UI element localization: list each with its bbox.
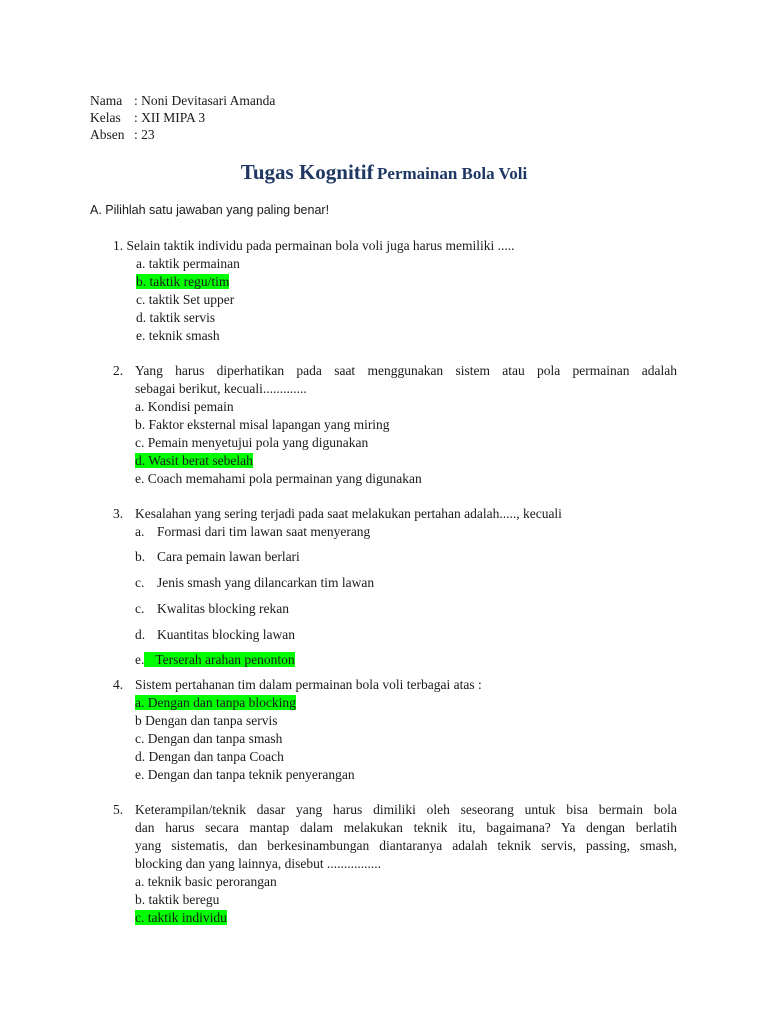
absen-label: Absen bbox=[90, 127, 125, 142]
q5-option-b: b. taktik beregu bbox=[135, 892, 220, 907]
question-5-line3: yang sistematis, dan berkesinambungan diantaranya adalah teknik servis, passing, smash, bbox=[135, 838, 677, 853]
q3-option-d: d. Kuantitas blocking lawan bbox=[135, 627, 295, 642]
question-2-line1: Yang harus diperhatikan pada saat menggunakan sistem atau pola permainan adalah bbox=[135, 363, 677, 378]
q1-option-a: a. taktik permainan bbox=[136, 256, 240, 271]
q1-option-b: b. taktik regu/tim bbox=[136, 274, 230, 289]
class-value: : XII MIPA 3 bbox=[134, 110, 206, 125]
q3-option-b: b. Cara pemain lawan berlari bbox=[135, 549, 300, 564]
q4-option-b: b Dengan dan tanpa servis bbox=[135, 713, 278, 728]
q4-option-a: a. Dengan dan tanpa blocking bbox=[135, 695, 296, 710]
question-5-line2: dan harus secara mantap dalam melakukan teknik itu, bagaimana? Ya dengan berlatih bbox=[135, 820, 677, 835]
q5-option-c: c. taktik individu bbox=[135, 910, 227, 925]
question-1: 1. Selain taktik individu pada permainan bola voli juga harus memiliki ..... bbox=[113, 238, 515, 253]
q3-number: 3. bbox=[113, 506, 124, 521]
q4-option-d: d. Dengan dan tanpa Coach bbox=[135, 749, 284, 764]
q2-option-b: b. Faktor eksternal misal lapangan yang miring bbox=[135, 417, 390, 432]
title-part1: Tugas Kognitif bbox=[240, 160, 374, 184]
student-name-row bbox=[90, 92, 275, 109]
question-2-line2: sebagai berikut, kecuali............. bbox=[135, 381, 307, 396]
question-3: Kesalahan yang sering terjadi pada saat melakukan pertahan adalah....., kecuali bbox=[135, 506, 562, 521]
q3-option-c1: c. Jenis smash yang dilancarkan tim lawan bbox=[135, 575, 375, 590]
q1-option-c: c. taktik Set upper bbox=[136, 292, 235, 307]
q3-option-e: e. Terserah arahan penonton bbox=[135, 652, 295, 667]
name-value: : Noni Devitasari Amanda bbox=[134, 93, 276, 108]
document-title bbox=[0, 160, 768, 185]
q2-option-c: c. Pemain menyetujui pola yang digunakan bbox=[135, 435, 369, 450]
q4-option-c: c. Dengan dan tanpa smash bbox=[135, 731, 283, 746]
class-label: Kelas bbox=[90, 110, 121, 125]
student-class-row bbox=[90, 109, 205, 126]
q4-number: 4. bbox=[113, 677, 124, 692]
q3-option-c2: c. Kwalitas blocking rekan bbox=[135, 601, 289, 616]
q2-option-d: d. Wasit berat sebelah bbox=[135, 453, 253, 468]
name-label: Nama bbox=[90, 93, 123, 108]
q2-option-e: e. Coach memahami pola permainan yang digunakan bbox=[135, 471, 422, 486]
q4-option-e: e. Dengan dan tanpa teknik penyerangan bbox=[135, 767, 355, 782]
question-5-line1: Keterampilan/teknik dasar yang harus dimiliki oleh seseorang untuk bisa bermain bola bbox=[135, 802, 677, 817]
q1-option-d: d. taktik servis bbox=[136, 310, 216, 325]
absen-value: : 23 bbox=[134, 127, 155, 142]
q2-number: 2. bbox=[113, 363, 124, 378]
q5-option-a: a. teknik basic perorangan bbox=[135, 874, 277, 889]
q3-option-a: a. Formasi dari tim lawan saat menyerang bbox=[135, 524, 371, 539]
question-5-line4: blocking dan yang lainnya, disebut ................ bbox=[135, 856, 381, 871]
question-4: Sistem pertahanan tim dalam permainan bola voli terbagai atas : bbox=[135, 677, 482, 692]
student-absen-row bbox=[90, 126, 155, 143]
q2-option-a: a. Kondisi pemain bbox=[135, 399, 234, 414]
instruction: A. Pilihlah satu jawaban yang paling benar! bbox=[90, 203, 330, 217]
q1-option-e: e. teknik smash bbox=[136, 328, 220, 343]
q5-number: 5. bbox=[113, 802, 124, 817]
title-part2: Permainan Bola Voli bbox=[377, 164, 528, 183]
